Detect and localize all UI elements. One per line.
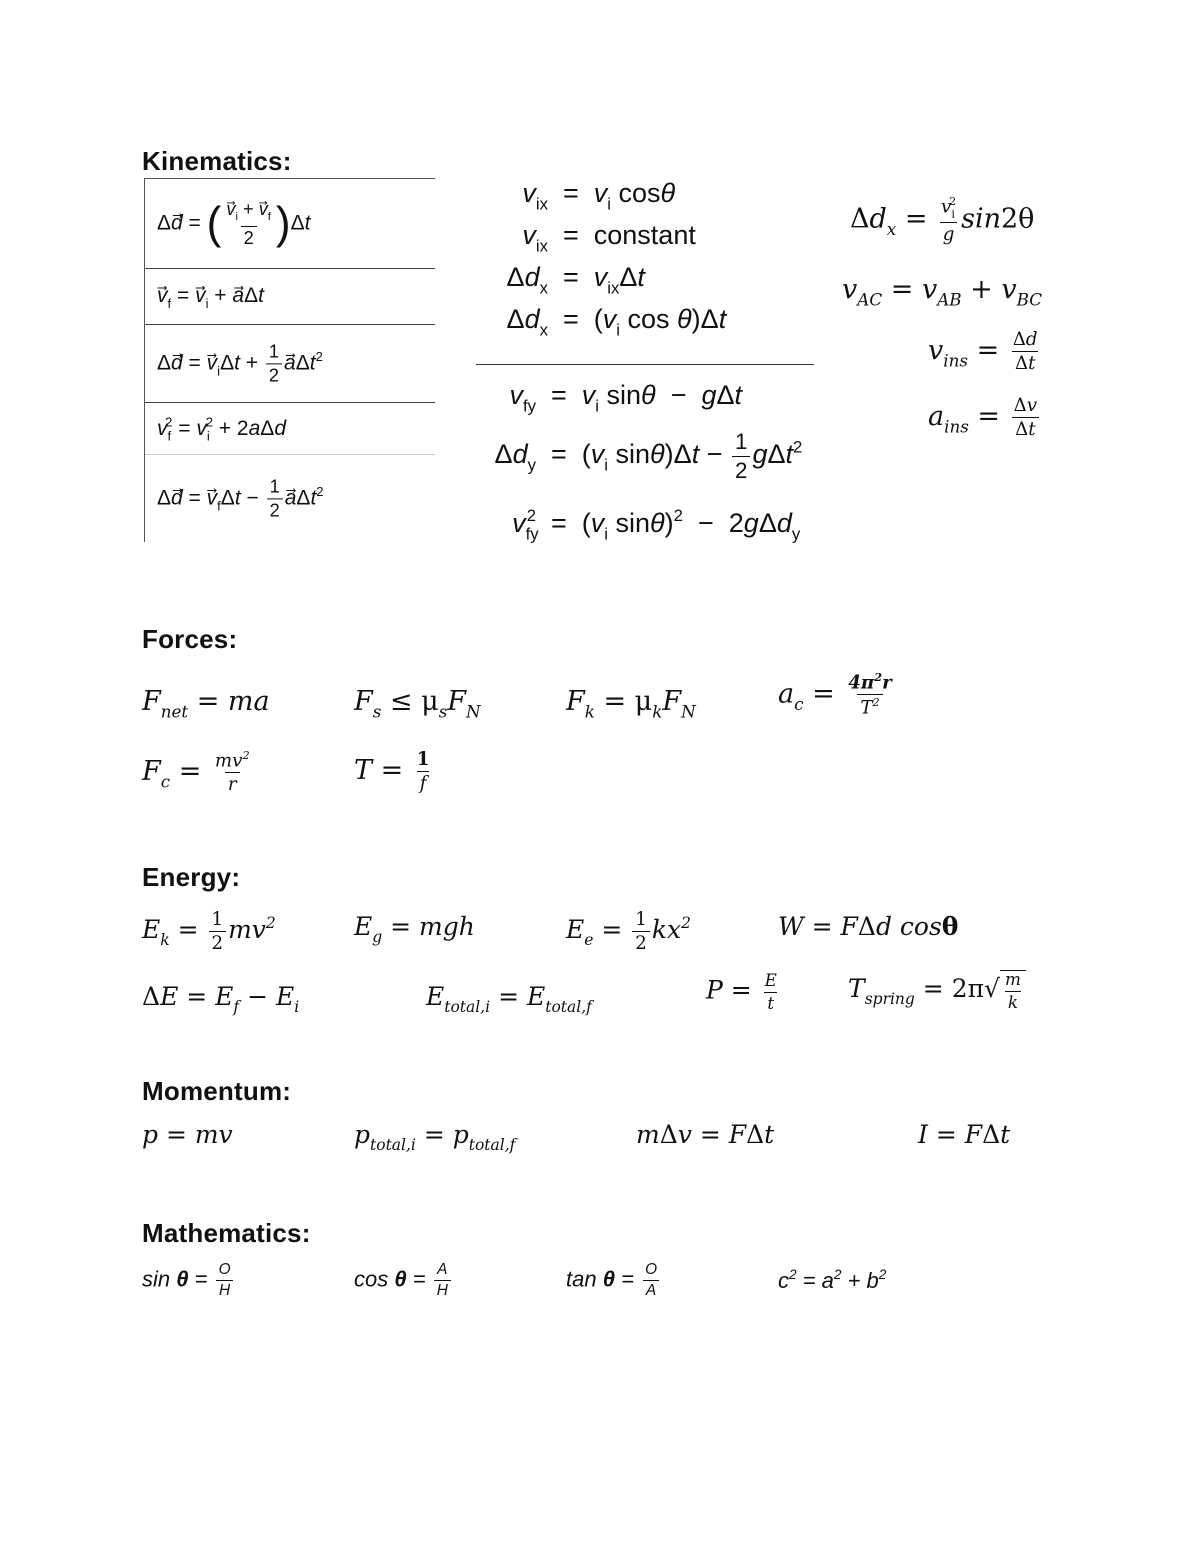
equation-power: P = $\frac{E}{t}$ xyxy=(706,970,777,1013)
equation-a-instantaneous: $a_{ins}$ = $\frac{\Delta v}{\Delta t}$ xyxy=(928,395,1038,441)
equation-displacement-initial: Δd⃗ = $v_i\Delta t$ + $\frac{1}{2}$ $a⃗\Delta t^2$ xyxy=(157,341,323,386)
equation-kinetic-energy: $E_k$ = $\frac{1}{2}$ $mv^2$ xyxy=(142,909,276,955)
section-heading-energy: Energy: xyxy=(142,862,241,892)
equation-final-velocity: $v_f = v_i$ + a⃗Δt xyxy=(157,284,264,311)
equation-dx-vix: $\Delta d_x = v_{ix}\Delta t$ xyxy=(506,262,645,298)
equation-average-velocity-displacement: Δd⃗ = ( $\frac{v_i + v_f}{2}$ )Δt xyxy=(157,198,311,248)
equation-dx-cos: $\Delta d_x = (v_i$ cos θ)Δt xyxy=(506,304,727,340)
equation-spring-period: $T_{spring} = 2\pi√$ $\frac{m}{k}$ xyxy=(848,970,1026,1011)
equation-momentum: p = mv xyxy=(142,1120,233,1149)
equation-pythagorean: $c^2 = a^2 + b^2$ xyxy=(778,1267,887,1293)
section-heading-kinematics: Kinematics: xyxy=(142,146,292,176)
equation-centripetal-accel: $a_c$ = $\frac{4\pi^2r}{T^2}$ xyxy=(778,670,892,719)
equation-change-energy: $\Delta E = E_f - E_i$ xyxy=(142,982,300,1016)
table-row xyxy=(145,178,435,269)
table-row xyxy=(145,454,435,543)
equation-impulse-momentum: mΔv = FΔt xyxy=(636,1120,775,1149)
equation-sine: sin θ = $\frac{O}{H}$ xyxy=(142,1262,236,1299)
equation-centripetal-force: $F_c$ = $\frac{mv^2}{r}$ xyxy=(142,749,250,796)
equation-static-friction: $F_s \le \mu_sF_N$ xyxy=(354,686,481,722)
equation-tangent: tan θ = $\frac{O}{A}$ xyxy=(566,1262,662,1299)
table-row xyxy=(145,324,435,403)
table-row xyxy=(145,402,435,455)
equation-dy: $\Delta d_y = (v_i$ sinθ)Δt − $\frac{1}{2}$ gΔt$^2$ xyxy=(494,429,803,483)
equation-kinetic-friction: $F_k = \mu_kF_N$ xyxy=(566,686,696,722)
equation-elastic-energy: $E_e$ = $\frac{1}{2}$ $kx^2$ xyxy=(566,909,691,955)
equation-range: $\Delta d_x$ = $\frac{v_i^2}{g}$ sin2θ xyxy=(850,195,1035,246)
equation-period: T = $\frac{1}{f}$ xyxy=(354,749,430,795)
table-row xyxy=(145,268,435,325)
equation-vfy-squared: $v_{fy}^2 = (v_i$ sinθ)$^2$ − 2gΔd$_y$ xyxy=(512,506,801,544)
equation-net-force: $F_{net}$ = ma xyxy=(142,686,270,722)
section-heading-mathematics: Mathematics: xyxy=(142,1218,311,1248)
equation-cosine: cos θ = $\frac{A}{H}$ xyxy=(354,1262,453,1299)
section-heading-forces: Forces: xyxy=(142,624,238,654)
equation-displacement-final: Δd⃗ = $v_f\Delta t$ − $\frac{1}{2}$ $a⃗\Delta t^2$ xyxy=(157,476,324,521)
equation-v-instantaneous: $v_{ins}$ = $\frac{\Delta d}{\Delta t}$ xyxy=(928,329,1038,375)
section-heading-momentum: Momentum: xyxy=(142,1076,292,1106)
equation-relative-velocity: $v_{AC} = v_{AB} + v_{BC}$ xyxy=(842,274,1043,310)
equation-impulse: I = FΔt xyxy=(918,1120,1011,1149)
equation-velocity-squared: $v_f^2 = v_i^2 + 2a\Delta d$ xyxy=(157,414,286,444)
equation-energy-conservation: $E_{total,i} = E_{total,f}$ xyxy=(426,982,592,1016)
equation-vix-constant: $v_{ix}$ = constant xyxy=(522,220,696,256)
equation-work: W = FΔd cosθ xyxy=(778,912,959,941)
equation-vfy: $v_{fy} = v_i$ sinθ − gΔt xyxy=(509,380,743,416)
kinematics-table xyxy=(144,178,435,542)
divider-line xyxy=(476,364,814,365)
equation-vix-cos: $v_{ix} = v_i$ cosθ xyxy=(522,178,676,214)
equation-momentum-conservation: $p_{total,i} = p_{total,f}$ xyxy=(354,1120,516,1154)
equation-gravitational-energy: $E_g$ = mgh xyxy=(354,912,475,946)
